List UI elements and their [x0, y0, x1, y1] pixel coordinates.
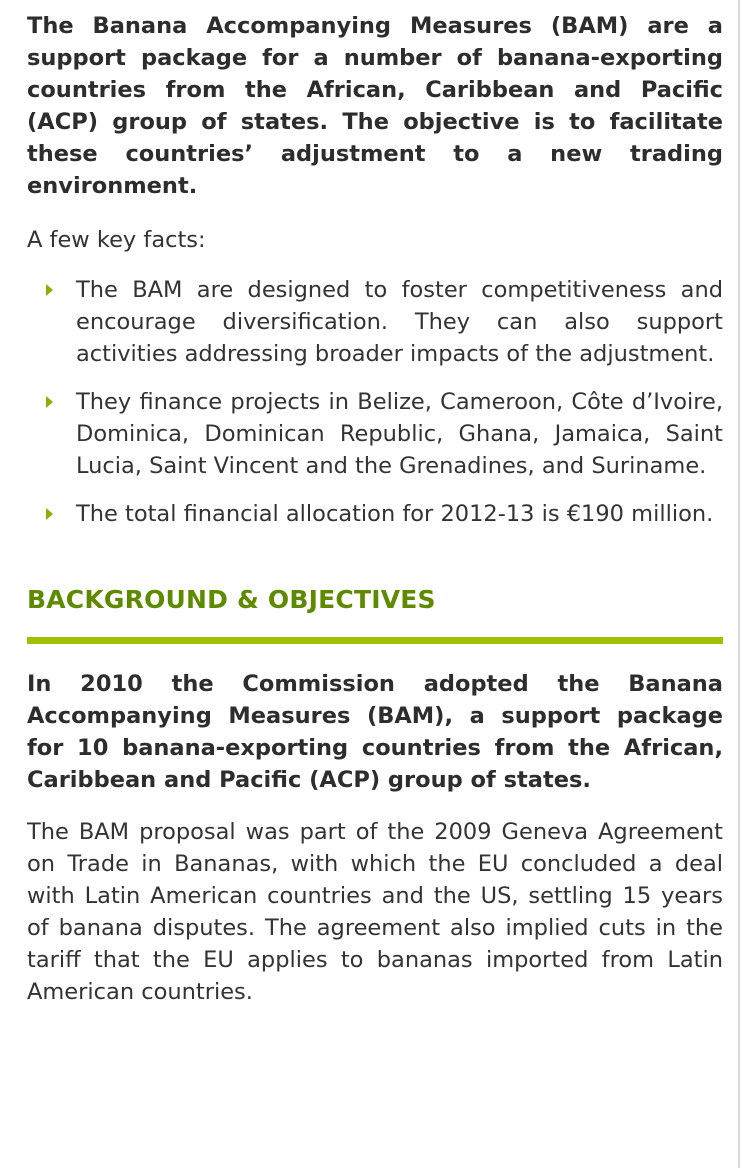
fact-text: They finance projects in Belize, Cameroon, Côte d’Ivoire, Dominica, Dominican Republic, Ghana, Jamaica, Saint Lucia, Saint Vincent and the Grenadines, and Suriname. [76, 389, 723, 479]
triangle-right-icon [46, 396, 53, 408]
section-heading: BACKGROUND & OBJECTIVES [27, 585, 436, 614]
fact-text: The BAM are designed to foster competitiveness and encourage diversification. They can also support activities addressing broader impacts of the adjustment. [76, 277, 723, 367]
list-item [27, 386, 723, 482]
key-facts-list [27, 274, 723, 530]
triangle-right-icon [46, 284, 53, 296]
fact-text: The total financial allocation for 2012-13 is €190 million. [76, 501, 714, 527]
triangle-right-icon [46, 508, 53, 520]
section-lead-paragraph: In 2010 the Commission adopted the Banana Accompanying Measures (BAM), a support package for 10 banana-exporting countries from the African, Caribbean and Pacific (ACP) group of states. [27, 670, 723, 793]
intro-paragraph: The Banana Accompanying Measures (BAM) are a support package for a number of banana-exporting countries from the African, Caribbean and Pacific (ACP) group of states. The objective is to facilitate these countries’ adjustment to a new trading environment. [27, 13, 723, 199]
key-facts-label: A few key facts: [27, 227, 206, 253]
section-body-paragraph: The BAM proposal was part of the 2009 Geneva Agreement on Trade in Bananas, with which the EU concluded a deal with Latin American countries and the US, settling 15 years of banana disputes. The agreement also implied cuts in the tariff that the EU applies to bananas imported from Latin American countries. [27, 818, 723, 1005]
list-item [27, 274, 723, 370]
list-item [27, 498, 723, 530]
section-divider [27, 637, 723, 644]
article-content [27, 10, 723, 1008]
